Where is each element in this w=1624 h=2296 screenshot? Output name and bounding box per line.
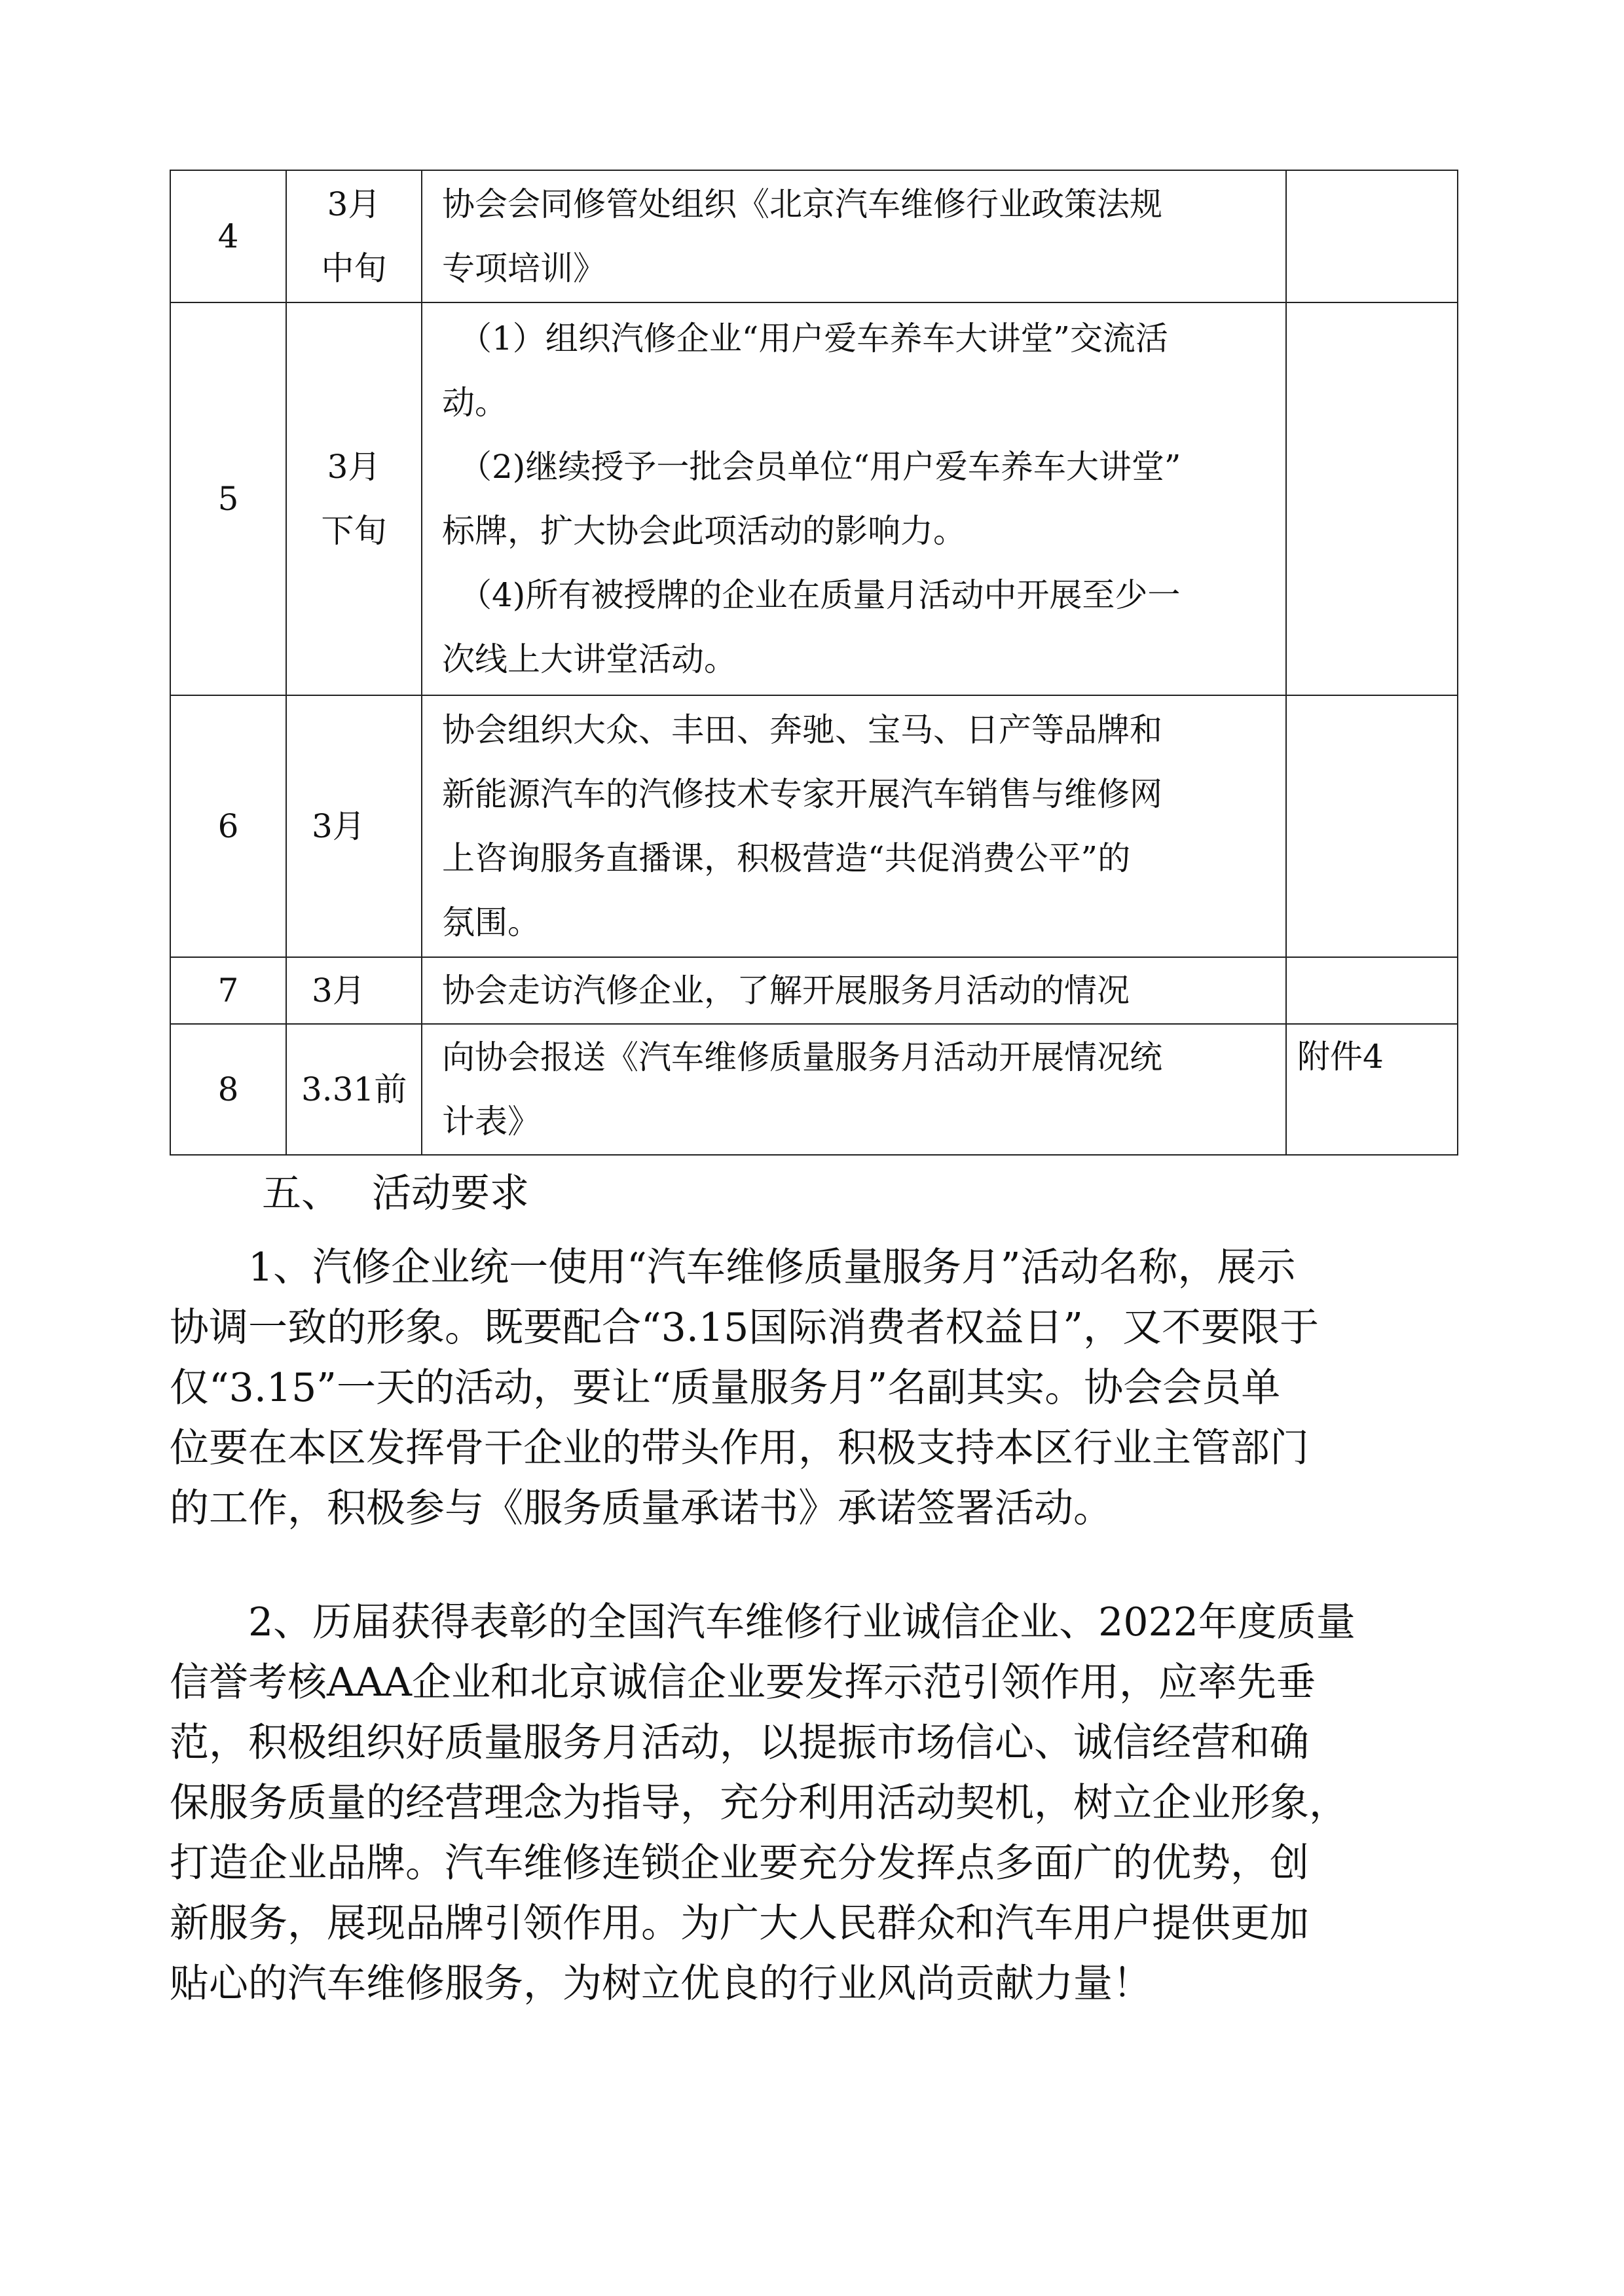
section-number: 五、 (262, 1171, 341, 1216)
row-date (286, 1024, 422, 1155)
row-number: 6 (170, 695, 286, 957)
paragraph-line: 新服务，展现品牌引领作用。为广大人民群众和汽车用户提供更加 (170, 1901, 1309, 1946)
date-line: 3月 (327, 185, 381, 223)
row-content (422, 302, 1286, 695)
content-line: 标牌，扩大协会此项活动的影响力。 (442, 512, 966, 550)
paragraph-line: 位要在本区发挥骨干企业的带头作用，积极支持本区行业主管部门 (170, 1425, 1309, 1471)
table-row (170, 957, 1458, 1024)
content-line: 专项培训》 (442, 249, 606, 287)
row-content (422, 695, 1286, 957)
paragraph-line: 协调一致的形象。既要配合“3.15国际消费者权益日”，又不要限于 (170, 1305, 1319, 1351)
row-note (1286, 302, 1458, 695)
paragraph-line: 2、历届获得表彰的全国汽车维修行业诚信企业、2022年度质量 (248, 1599, 1356, 1645)
table-row (170, 1024, 1458, 1155)
paragraph-line: 信誉考核AAA企业和北京诚信企业要发挥示范引领作用，应率先垂 (170, 1660, 1316, 1705)
row-number: 5 (170, 302, 286, 695)
section-title: 活动要求 (372, 1171, 529, 1216)
row-note (1286, 695, 1458, 957)
requirement-paragraph-1 (170, 1237, 1457, 1539)
content-line: 上咨询服务直播课，积极营造“共促消费公平”的 (442, 839, 1131, 877)
content-line: （4)所有被授牌的企业在质量月活动中开展至少一 (459, 576, 1181, 614)
row-content (422, 170, 1286, 302)
row-date (286, 302, 422, 695)
row-note: 附件4 (1286, 1024, 1458, 1155)
paragraph-line: 的工作，积极参与《服务质量承诺书》承诺签署活动。 (170, 1485, 1113, 1531)
content-line: 氛围。 (442, 903, 540, 941)
row-date (286, 957, 422, 1024)
paragraph-line: 贴心的汽车维修服务，为树立优良的行业风尚贡献力量！ (170, 1961, 1152, 2007)
activity-schedule-table (170, 170, 1458, 1156)
content-line: （1）组织汽修企业“用户爱车养车大讲堂”交流活 (459, 319, 1168, 357)
paragraph-line: 仅“3.15”一天的活动，要让“质量服务月”名副其实。协会会员单 (170, 1365, 1281, 1411)
row-date (286, 695, 422, 957)
content-line: 协会走访汽修企业，了解开展服务月活动的情况 (442, 972, 1130, 1010)
table-row (170, 302, 1458, 695)
paragraph-line: 打造企业品牌。汽车维修连锁企业要充分发挥点多面广的优势，创 (170, 1840, 1309, 1886)
content-line: 动。 (442, 384, 507, 422)
content-line: 向协会报送《汽车维修质量服务月活动开展情况统 (442, 1038, 1162, 1076)
paragraph-line: 范，积极组织好质量服务月活动，以提振市场信心、诚信经营和确 (170, 1720, 1309, 1766)
date-line: 3月 (327, 448, 381, 486)
row-date (286, 170, 422, 302)
date-line: 3.31前 (301, 1070, 407, 1108)
date-line: 下旬 (321, 512, 387, 550)
table-row (170, 170, 1458, 302)
row-note (1286, 170, 1458, 302)
content-line: 计表》 (442, 1102, 540, 1140)
paragraph-line: 1、汽修企业统一使用“汽车维修质量服务月”活动名称，展示 (248, 1245, 1296, 1290)
date-line: 中旬 (321, 249, 387, 287)
content-line: 协会会同修管处组织《北京汽车维修行业政策法规 (442, 185, 1162, 223)
row-content (422, 1024, 1286, 1155)
content-line: 协会组织大众、丰田、奔驰、宝马、日产等品牌和 (442, 711, 1162, 749)
requirement-paragraph-2 (170, 1592, 1457, 2014)
content-line: （2)继续授予一批会员单位“用户爱车养车大讲堂” (459, 448, 1181, 486)
content-line: 次线上大讲堂活动。 (442, 640, 737, 678)
row-number: 7 (170, 957, 286, 1024)
date-line: 3月 (312, 807, 365, 845)
row-number: 8 (170, 1024, 286, 1155)
content-line: 新能源汽车的汽修技术专家开展汽车销售与维修网 (442, 775, 1162, 813)
paragraph-line: 保服务质量的经营理念为指导，充分利用活动契机，树立企业形象， (170, 1780, 1348, 1826)
row-note (1286, 957, 1458, 1024)
date-line: 3月 (312, 972, 365, 1010)
table-row (170, 695, 1458, 957)
row-number: 4 (170, 170, 286, 302)
row-content (422, 957, 1286, 1024)
section-heading (262, 1164, 529, 1223)
